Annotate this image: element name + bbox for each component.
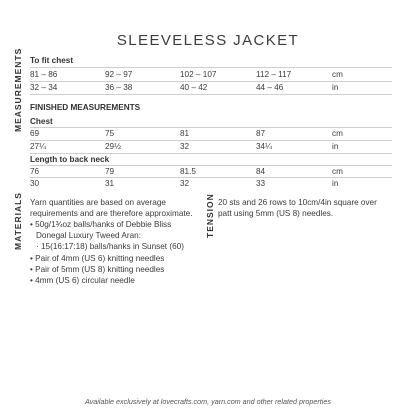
cell: 102 – 107: [180, 70, 217, 79]
cell: 27¼: [30, 142, 46, 151]
materials-line: Yarn quantities are based on average: [30, 198, 166, 207]
divider: [30, 81, 392, 82]
materials-line: Donegal Luxury Tweed Aran:: [36, 231, 141, 240]
materials-section-label: MATERIALS: [13, 192, 23, 250]
cell: 29½: [105, 142, 121, 151]
unit: in: [332, 83, 339, 92]
unit: in: [332, 142, 339, 151]
unit: cm: [332, 167, 343, 176]
tension-line: 20 sts and 26 rows to 10cm/4in square over: [218, 198, 377, 207]
cell: 40 – 42: [180, 83, 208, 92]
footer-note: Available exclusively at lovecrafts.com, yarn.com and other related properties: [85, 397, 331, 406]
materials-line: • Pair of 5mm (US 8) knitting needles: [30, 265, 165, 274]
materials-line: requirements and are therefore approximate.: [30, 209, 193, 218]
divider: [30, 127, 392, 128]
cell: 30: [30, 179, 40, 188]
cell: 32: [180, 142, 190, 151]
materials-line: • Pair of 4mm (US 6) knitting needles: [30, 254, 165, 263]
divider: [30, 67, 392, 68]
chest-heading: Chest: [30, 117, 53, 126]
divider: [30, 177, 392, 178]
cell: 75: [105, 129, 115, 138]
unit: cm: [332, 129, 343, 138]
divider: [30, 140, 392, 141]
cell: 112 – 117: [256, 70, 292, 79]
unit: in: [332, 179, 339, 188]
cell: 87: [256, 129, 266, 138]
unit: cm: [332, 70, 343, 79]
measurements-section-label: MEASUREMENTS: [13, 47, 23, 132]
cell: 34¼: [256, 142, 272, 151]
divider: [30, 94, 392, 95]
cell: 69: [30, 129, 40, 138]
cell: 76: [30, 167, 40, 176]
divider: [30, 153, 392, 154]
cell: 81 – 86: [30, 70, 58, 79]
cell: 81.5: [180, 167, 196, 176]
tension-section-label: TENSION: [205, 193, 215, 238]
cell: 31: [105, 179, 115, 188]
cell: 84: [256, 167, 266, 176]
tension-line: patt using 5mm (US 8) needles.: [218, 209, 334, 218]
materials-line: • 4mm (US 6) circular needle: [30, 276, 135, 285]
to-fit-heading: To fit chest: [30, 56, 74, 65]
divider: [30, 165, 392, 166]
cell: 81: [180, 129, 190, 138]
cell: 32: [180, 179, 190, 188]
page-title: SLEEVELESS JACKET: [116, 32, 300, 49]
cell: 92 – 97: [105, 70, 133, 79]
cell: 36 – 38: [105, 83, 133, 92]
length-heading: Length to back neck: [30, 155, 110, 164]
finished-heading: FINISHED MEASUREMENTS: [30, 103, 141, 112]
cell: 32 – 34: [30, 83, 58, 92]
cell: 33: [256, 179, 266, 188]
materials-line: · 15(16:17:18) balls/hanks in Sunset (60): [36, 242, 184, 251]
cell: 79: [105, 167, 115, 176]
materials-line: • 50g/1¾oz balls/hanks of Debbie Bliss: [30, 220, 172, 229]
cell: 44 – 46: [256, 83, 284, 92]
